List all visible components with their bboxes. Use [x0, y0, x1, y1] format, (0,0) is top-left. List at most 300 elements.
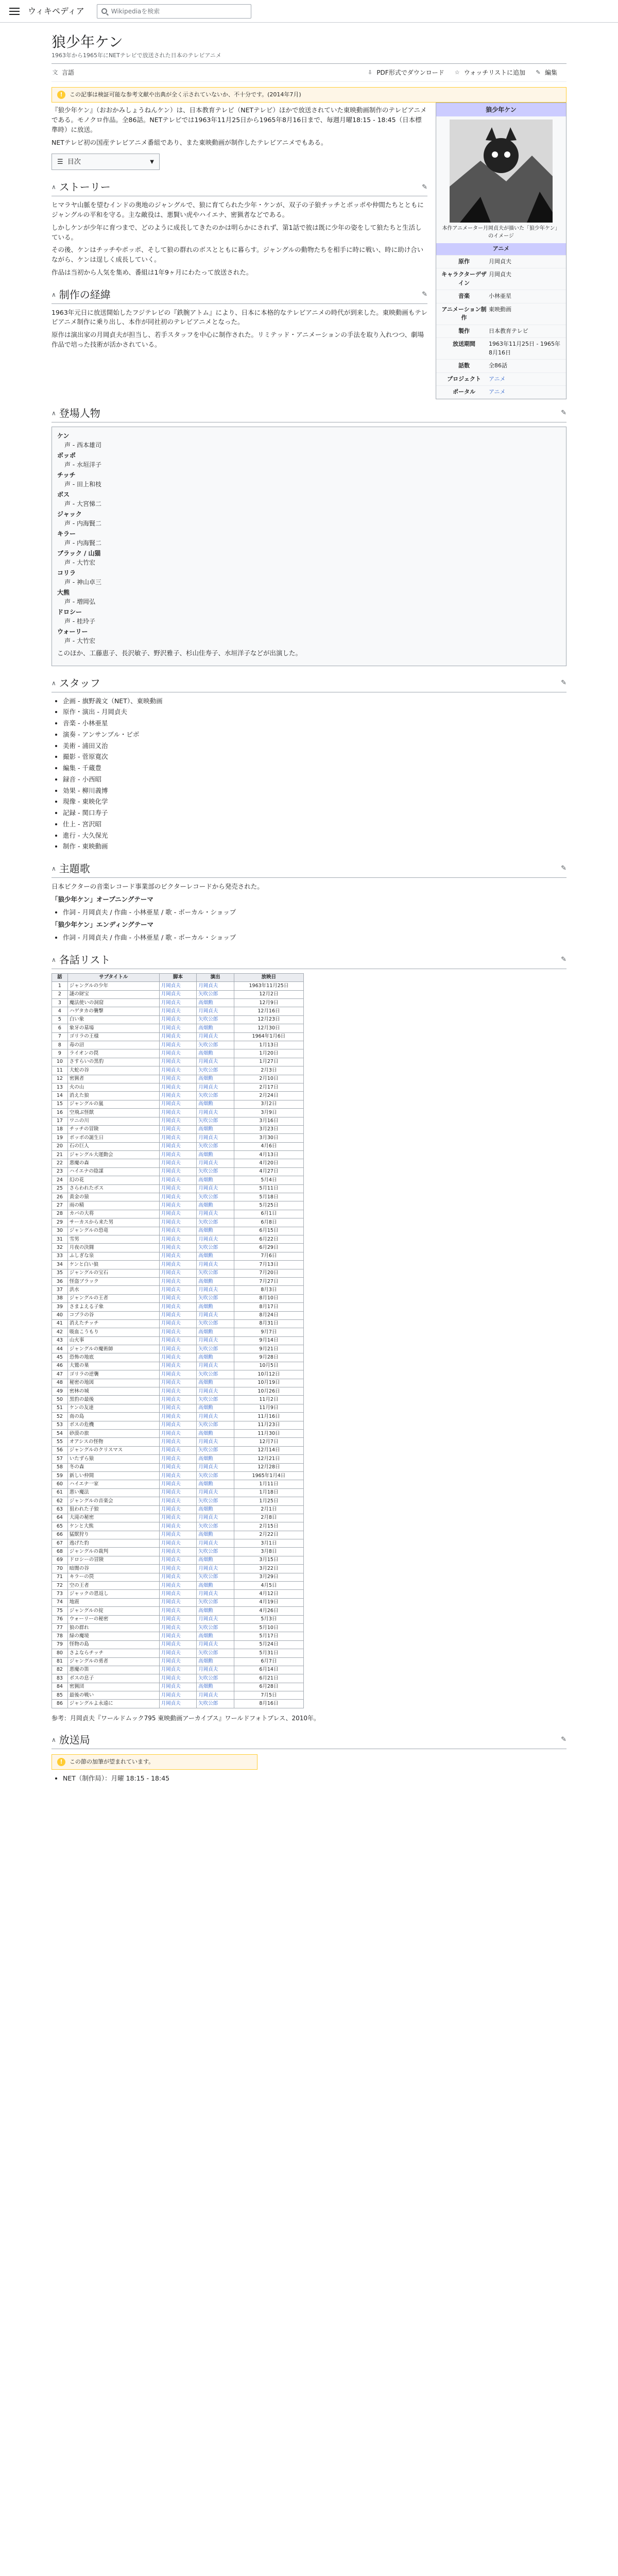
character-name: チッチ [57, 471, 76, 479]
table-cell[interactable]: 月岡貞夫 [159, 1227, 197, 1235]
table-cell[interactable]: 月岡貞夫 [159, 1387, 197, 1396]
table-row [52, 1404, 304, 1412]
table-cell: 68 [52, 1548, 68, 1556]
table-cell[interactable]: 月岡貞夫 [197, 1413, 234, 1421]
table-cell: ジャングルの勇者 [67, 1657, 159, 1666]
table-cell: 71 [52, 1573, 68, 1581]
table-cell[interactable]: 月岡貞夫 [197, 1488, 234, 1497]
table-cell[interactable]: 矢吹公郎 [197, 1370, 234, 1379]
infobox-value: 月岡貞夫 [489, 271, 511, 278]
table-cell[interactable]: 高畑勲 [197, 1556, 234, 1564]
table-row [52, 1167, 304, 1176]
collapse-icon[interactable]: ∧ [52, 956, 56, 963]
table-cell[interactable]: 月岡貞夫 [159, 1218, 197, 1227]
table-row [52, 1244, 304, 1252]
table-cell[interactable]: 月岡貞夫 [197, 1083, 234, 1091]
table-cell: 謎の財宝 [67, 990, 159, 998]
pencil-icon[interactable]: ✎ [422, 290, 427, 298]
table-cell[interactable]: 矢吹公郎 [197, 1623, 234, 1632]
table-cell[interactable]: 月岡貞夫 [159, 1370, 197, 1379]
table-cell: 4月20日 [234, 1159, 303, 1167]
table-cell[interactable]: 矢吹公郎 [197, 1015, 234, 1024]
table-cell[interactable]: 月岡貞夫 [197, 1590, 234, 1598]
table-cell[interactable]: 月岡貞夫 [159, 1480, 197, 1488]
table-cell[interactable]: 高畑勲 [197, 1582, 234, 1590]
episodes-note: 参考：月岡貞夫『ワールドムック795 東映動画アーカイブス』ワールドフォトプレス、2010年。 [52, 1714, 320, 1722]
table-row [52, 1201, 304, 1210]
site-logo[interactable]: ウィキペディア [28, 6, 84, 16]
table-cell[interactable]: 月岡貞夫 [197, 1109, 234, 1117]
table-cell[interactable]: 月岡貞夫 [197, 1058, 234, 1066]
table-cell[interactable]: 月岡貞夫 [197, 1691, 234, 1700]
table-cell: 5月11日 [234, 1184, 303, 1193]
table-row [52, 1066, 304, 1075]
table-cell[interactable]: 矢吹公郎 [197, 1446, 234, 1454]
table-cell: 最後の戦い [67, 1691, 159, 1700]
table-cell: 8月10日 [234, 1294, 303, 1302]
table-cell[interactable]: 月岡貞夫 [197, 1159, 234, 1167]
table-cell: 50 [52, 1396, 68, 1404]
table-cell: 52 [52, 1413, 68, 1421]
table-cell[interactable]: 月岡貞夫 [159, 1083, 197, 1091]
table-cell: 12月28日 [234, 1463, 303, 1471]
table-row [52, 1446, 304, 1454]
table-cell[interactable]: 月岡貞夫 [159, 1319, 197, 1328]
table-cell[interactable]: 月岡貞夫 [159, 1109, 197, 1117]
table-cell[interactable]: 月岡貞夫 [159, 1277, 197, 1285]
table-cell[interactable]: 月岡貞夫 [159, 1623, 197, 1632]
table-cell: 逃げた豹 [67, 1539, 159, 1548]
download-pdf-button[interactable]: ⇩ PDF形式でダウンロード [366, 68, 444, 77]
table-cell: 6月22日 [234, 1235, 303, 1244]
table-cell[interactable]: 月岡貞夫 [159, 1303, 197, 1311]
table-cell[interactable]: 高畑勲 [197, 1379, 234, 1387]
pencil-icon[interactable]: ✎ [561, 409, 566, 417]
infobox-key: 製作 [458, 327, 470, 334]
pencil-icon: ✎ [536, 69, 541, 76]
character-voice: 声 - 神山卓三 [64, 578, 101, 586]
table-cell[interactable]: 月岡貞夫 [159, 1184, 197, 1193]
character-name: キラー [57, 530, 76, 537]
table-cell[interactable]: 月岡貞夫 [159, 1649, 197, 1657]
table-cell[interactable]: 月岡貞夫 [159, 1134, 197, 1142]
table-row [52, 1328, 304, 1336]
table-cell: 20 [52, 1142, 68, 1150]
table-cell[interactable]: 月岡貞夫 [197, 1007, 234, 1015]
table-cell: 78 [52, 1632, 68, 1640]
table-cell[interactable]: 高畑勲 [197, 1353, 234, 1362]
table-cell[interactable]: 月岡貞夫 [159, 1632, 197, 1640]
table-cell: 象牙の墓場 [67, 1024, 159, 1032]
table-cell[interactable]: 月岡貞夫 [159, 1531, 197, 1539]
table-row [52, 1421, 304, 1429]
table-cell: 9 [52, 1049, 68, 1058]
table-cell[interactable]: 月岡貞夫 [159, 1471, 197, 1480]
table-cell[interactable]: 高畑勲 [197, 1632, 234, 1640]
infobox-image[interactable] [450, 120, 553, 223]
table-cell: 57 [52, 1455, 68, 1463]
table-cell[interactable]: 高畑勲 [197, 1531, 234, 1539]
table-header: 演出 [197, 973, 234, 981]
table-cell[interactable]: 月岡貞夫 [159, 1514, 197, 1522]
pencil-icon[interactable]: ✎ [422, 183, 427, 191]
table-cell[interactable]: 月岡貞夫 [197, 1311, 234, 1319]
table-cell[interactable]: 月岡貞夫 [197, 1261, 234, 1269]
table-cell[interactable]: 月岡貞夫 [159, 1151, 197, 1159]
table-cell[interactable]: 月岡貞夫 [159, 1210, 197, 1218]
watchlist-button[interactable]: ☆ ウォッチリストに追加 [454, 68, 525, 77]
table-cell[interactable]: 矢吹公郎 [197, 1244, 234, 1252]
staff-item: • 原作・演出 - 月岡貞夫 [63, 707, 566, 717]
table-cell[interactable]: 月岡貞夫 [159, 982, 197, 990]
table-cell[interactable]: 矢吹公郎 [197, 1117, 234, 1125]
table-cell[interactable]: 月岡貞夫 [159, 1032, 197, 1041]
table-cell[interactable]: 月岡貞夫 [197, 1615, 234, 1623]
infobox-row [436, 290, 566, 303]
table-cell[interactable]: 月岡貞夫 [159, 1396, 197, 1404]
table-cell: 37 [52, 1286, 68, 1294]
table-cell: 7月27日 [234, 1277, 303, 1285]
table-cell: 4月12日 [234, 1590, 303, 1598]
table-cell[interactable]: 矢吹公郎 [197, 1092, 234, 1100]
table-cell[interactable]: 月岡貞夫 [159, 1446, 197, 1454]
table-cell[interactable]: 高畑勲 [197, 1125, 234, 1133]
character-list [52, 427, 566, 666]
table-cell[interactable]: 矢吹公郎 [197, 1319, 234, 1328]
table-cell[interactable]: 月岡貞夫 [159, 1421, 197, 1429]
table-cell[interactable]: 高畑勲 [197, 1328, 234, 1336]
table-cell: 2月22日 [234, 1531, 303, 1539]
table-cell[interactable]: 月岡貞夫 [159, 1404, 197, 1412]
table-cell[interactable]: 高畑勲 [197, 1429, 234, 1437]
table-cell[interactable]: 矢吹公郎 [197, 1167, 234, 1176]
table-cell[interactable]: 月岡貞夫 [197, 1032, 234, 1041]
table-cell[interactable]: 月岡貞夫 [159, 1328, 197, 1336]
table-cell[interactable]: 高畑勲 [197, 1100, 234, 1108]
table-cell: 砂漠の旅 [67, 1429, 159, 1437]
edit-button[interactable]: ✎ 編集 [535, 68, 557, 77]
table-cell[interactable]: 月岡貞夫 [197, 1640, 234, 1649]
table-cell[interactable]: 矢吹公郎 [197, 1345, 234, 1353]
table-cell: 5月17日 [234, 1632, 303, 1640]
table-cell: 12月14日 [234, 1446, 303, 1454]
table-cell[interactable]: 矢吹公郎 [197, 1674, 234, 1683]
table-cell[interactable]: 矢吹公郎 [197, 1269, 234, 1277]
table-cell[interactable]: 矢吹公郎 [197, 990, 234, 998]
table-cell[interactable]: 月岡貞夫 [159, 1066, 197, 1075]
table-cell[interactable]: 月岡貞夫 [159, 1582, 197, 1590]
table-cell: 72 [52, 1582, 68, 1590]
broadcast-item: • NET（制作局）：月曜 18:15 - 18:45 [63, 1774, 566, 1784]
citation-notice: ! この記事は検証可能な参考文献や出典が全く示されていないか、不十分です。(2014年7月) [52, 87, 566, 103]
table-cell[interactable]: 高畑勲 [197, 1201, 234, 1210]
table-cell[interactable]: 矢吹公郎 [197, 1294, 234, 1302]
character-name: ウォーリー [57, 628, 88, 635]
table-cell: 5月4日 [234, 1176, 303, 1184]
table-cell[interactable]: 月岡貞夫 [159, 1463, 197, 1471]
table-row [52, 1319, 304, 1328]
table-row [52, 1261, 304, 1269]
table-of-contents[interactable]: ☰ 目次 ▼ [52, 154, 160, 170]
table-cell[interactable]: 月岡貞夫 [159, 1201, 197, 1210]
table-cell[interactable]: 月岡貞夫 [159, 1007, 197, 1015]
table-cell: 13 [52, 1083, 68, 1091]
table-cell[interactable]: 高畑勲 [197, 1227, 234, 1235]
collapse-icon[interactable]: ∧ [52, 679, 56, 687]
table-cell: チッチの冒険 [67, 1125, 159, 1133]
table-cell: 2月24日 [234, 1092, 303, 1100]
pencil-icon[interactable]: ✎ [561, 679, 566, 687]
table-row [52, 1514, 304, 1522]
table-cell: ウォーリーの秘密 [67, 1615, 159, 1623]
table-cell[interactable]: 月岡貞夫 [159, 1674, 197, 1683]
pencil-icon[interactable]: ✎ [561, 956, 566, 964]
table-cell[interactable]: 高畑勲 [197, 1455, 234, 1463]
table-cell[interactable]: 高畑勲 [197, 1024, 234, 1032]
table-cell: 3月1日 [234, 1539, 303, 1548]
table-cell[interactable]: 月岡貞夫 [159, 1286, 197, 1294]
table-cell[interactable]: 月岡貞夫 [159, 1429, 197, 1437]
table-cell[interactable]: 月岡貞夫 [197, 1565, 234, 1573]
table-cell: 5月25日 [234, 1201, 303, 1210]
table-cell[interactable]: 月岡貞夫 [197, 1666, 234, 1674]
table-cell[interactable]: 月岡貞夫 [197, 1235, 234, 1244]
table-cell[interactable]: 月岡貞夫 [197, 982, 234, 990]
language-button[interactable]: 文 言語 [52, 69, 75, 76]
table-cell[interactable]: 月岡貞夫 [159, 1565, 197, 1573]
table-cell[interactable]: 高畑勲 [197, 1607, 234, 1615]
table-cell[interactable]: 月岡貞夫 [159, 1269, 197, 1277]
table-cell[interactable]: 月岡貞夫 [159, 1244, 197, 1252]
pencil-icon[interactable]: ✎ [561, 865, 566, 873]
table-cell: 2月10日 [234, 1075, 303, 1083]
table-cell[interactable]: 月岡貞夫 [159, 1345, 197, 1353]
table-cell[interactable]: 高畑勲 [197, 1252, 234, 1260]
table-cell[interactable]: 月岡貞夫 [197, 1387, 234, 1396]
table-cell[interactable]: 矢吹公郎 [197, 1573, 234, 1581]
collapse-icon[interactable]: ∧ [52, 183, 56, 191]
table-cell: 2 [52, 990, 68, 998]
table-cell[interactable]: 月岡貞夫 [159, 1092, 197, 1100]
table-cell[interactable]: 月岡貞夫 [159, 999, 197, 1007]
table-header: サブタイトル [67, 973, 159, 981]
table-cell: 4月19日 [234, 1598, 303, 1606]
table-cell: ジャングルの少年 [67, 982, 159, 990]
table-cell[interactable]: 高畑勲 [197, 1657, 234, 1666]
table-row [52, 1075, 304, 1083]
table-cell[interactable]: 月岡貞夫 [159, 1691, 197, 1700]
table-cell[interactable]: 矢吹公郎 [197, 1471, 234, 1480]
table-cell[interactable]: 月岡貞夫 [197, 1286, 234, 1294]
table-cell: 12月30日 [234, 1024, 303, 1032]
table-cell[interactable]: 月岡貞夫 [159, 1024, 197, 1032]
infobox-row [436, 359, 566, 372]
collapse-icon[interactable]: ∧ [52, 409, 56, 417]
table-cell[interactable]: 月岡貞夫 [159, 1522, 197, 1531]
table-cell: ゴリラの王様 [67, 1032, 159, 1041]
table-cell: ジャングルの掟 [67, 1607, 159, 1615]
menu-icon[interactable] [8, 6, 21, 16]
table-row [52, 1024, 304, 1032]
production-paragraph: 1963年元日に放送開始したフジテレビの『鉄腕アトム』により、日本に本格的なテレビアニメの時代が到来した。東映動画もテレビアニメ制作に乗り出し、本作が同社初のテレビアニメとなった。 [52, 308, 427, 326]
table-cell[interactable]: 月岡貞夫 [159, 1413, 197, 1421]
table-cell[interactable]: 高畑勲 [197, 1277, 234, 1285]
table-cell: 77 [52, 1623, 68, 1632]
table-cell: 29 [52, 1218, 68, 1227]
table-cell: 6月8日 [234, 1218, 303, 1227]
table-cell[interactable]: 高畑勲 [197, 1075, 234, 1083]
table-cell[interactable]: 矢吹公郎 [197, 1142, 234, 1150]
table-cell[interactable]: 月岡貞夫 [159, 1100, 197, 1108]
infobox-project-row: プロジェクト アニメ [436, 372, 566, 386]
table-cell[interactable]: 月岡貞夫 [159, 1125, 197, 1133]
table-row [52, 1480, 304, 1488]
table-cell: 70 [52, 1565, 68, 1573]
lead-paragraph-2: NETテレビ初の国産テレビアニメ番組であり、また東映動画が制作したテレビアニメでもある。 [52, 138, 328, 146]
staff-item: • 制作 - 東映動画 [63, 842, 566, 852]
table-cell[interactable]: 月岡貞夫 [159, 1117, 197, 1125]
table-cell[interactable]: 矢吹公郎 [197, 1548, 234, 1556]
table-cell[interactable]: 月岡貞夫 [159, 1379, 197, 1387]
table-cell[interactable]: 月岡貞夫 [197, 1210, 234, 1218]
table-cell: ハゲタカの襲撃 [67, 1007, 159, 1015]
table-cell[interactable]: 高畑勲 [197, 1303, 234, 1311]
staff-item: • 撮影 - 菅原寛次 [63, 752, 566, 762]
table-cell[interactable]: 月岡貞夫 [159, 1362, 197, 1370]
table-row [52, 1286, 304, 1294]
table-cell[interactable]: 月岡貞夫 [159, 1438, 197, 1446]
table-cell[interactable]: 月岡貞夫 [197, 1336, 234, 1345]
table-cell[interactable]: 月岡貞夫 [159, 1539, 197, 1548]
table-row [52, 1683, 304, 1691]
table-cell[interactable]: 月岡貞夫 [159, 1336, 197, 1345]
table-cell[interactable]: 矢吹公郎 [197, 1497, 234, 1505]
character-voice: 声 - 大竹宏 [64, 558, 95, 566]
table-cell[interactable]: 月岡貞夫 [159, 1159, 197, 1167]
table-cell[interactable]: 月岡貞夫 [159, 1058, 197, 1066]
table-cell[interactable]: 月岡貞夫 [159, 1573, 197, 1581]
table-cell[interactable]: 矢吹公郎 [197, 1649, 234, 1657]
table-row [52, 1311, 304, 1319]
table-cell[interactable]: 月岡貞夫 [159, 1142, 197, 1150]
table-cell: 暗闇の谷 [67, 1565, 159, 1573]
staff-item: • 効果 - 柳川義博 [63, 786, 566, 796]
table-cell[interactable]: 月岡貞夫 [159, 1455, 197, 1463]
staff-item: • 企画 - 旗野義文（NET）、東映動画 [63, 697, 566, 706]
table-cell[interactable]: 月岡貞夫 [159, 1683, 197, 1691]
table-cell[interactable]: 高畑勲 [197, 1176, 234, 1184]
table-cell[interactable]: 月岡貞夫 [159, 1598, 197, 1606]
table-cell[interactable]: 月岡貞夫 [197, 1438, 234, 1446]
table-cell[interactable]: 月岡貞夫 [197, 1134, 234, 1142]
table-row [52, 1615, 304, 1623]
table-cell[interactable]: 月岡貞夫 [159, 1615, 197, 1623]
table-cell[interactable]: 高畑勲 [197, 1683, 234, 1691]
table-row [52, 1109, 304, 1117]
table-cell: 3月23日 [234, 1125, 303, 1133]
table-cell: ボスの息子 [67, 1674, 159, 1683]
story-paragraph: ヒマラヤ山脈を望むインドの奥地のジャングルで、狼に育てられた少年・ケンが、双子の子狼チッチとポッポや仲間たちとともにジャングルの平和を守る。主な敵役は、悪賢い虎やハイエナ、密猟者などである。 [52, 201, 424, 219]
table-cell[interactable]: 月岡貞夫 [159, 1193, 197, 1201]
table-cell[interactable]: 月岡貞夫 [159, 1311, 197, 1319]
table-cell[interactable]: 月岡貞夫 [159, 990, 197, 998]
table-cell[interactable]: 矢吹公郎 [197, 1700, 234, 1708]
table-cell[interactable]: 矢吹公郎 [197, 1066, 234, 1075]
table-cell[interactable]: 月岡貞夫 [159, 1235, 197, 1244]
table-cell[interactable]: 矢吹公郎 [197, 1522, 234, 1531]
table-cell[interactable]: 月岡貞夫 [197, 1184, 234, 1193]
table-cell[interactable]: 月岡貞夫 [159, 1015, 197, 1024]
table-cell[interactable]: 月岡貞夫 [159, 1488, 197, 1497]
character-name: ボス [57, 490, 70, 498]
table-cell: 消えたチッチ [67, 1319, 159, 1328]
table-cell[interactable]: 月岡貞夫 [159, 1666, 197, 1674]
table-cell[interactable]: 矢吹公郎 [197, 1218, 234, 1227]
table-cell[interactable]: 月岡貞夫 [159, 1607, 197, 1615]
collapse-icon[interactable]: ∧ [52, 865, 56, 873]
table-cell[interactable]: 月岡貞夫 [159, 1049, 197, 1058]
table-row [52, 1691, 304, 1700]
table-cell[interactable]: 月岡貞夫 [197, 1514, 234, 1522]
table-cell[interactable]: 高畑勲 [197, 1505, 234, 1514]
table-cell[interactable]: 月岡貞夫 [197, 1539, 234, 1548]
table-cell: 3 [52, 999, 68, 1007]
table-cell[interactable]: 矢吹公郎 [197, 1041, 234, 1049]
table-cell[interactable]: 月岡貞夫 [159, 1075, 197, 1083]
table-cell[interactable]: 高畑勲 [197, 1480, 234, 1488]
table-cell: 地震 [67, 1598, 159, 1606]
table-cell: 46 [52, 1362, 68, 1370]
table-cell[interactable]: 月岡貞夫 [159, 1640, 197, 1649]
table-cell[interactable]: 月岡貞夫 [159, 1041, 197, 1049]
table-cell: 12月7日 [234, 1438, 303, 1446]
table-cell[interactable]: 高畑勲 [197, 1151, 234, 1159]
table-cell[interactable]: 月岡貞夫 [159, 1294, 197, 1302]
page-title: 狼少年ケン [52, 33, 123, 50]
table-cell[interactable]: 矢吹公郎 [197, 1396, 234, 1404]
table-cell[interactable]: 月岡貞夫 [159, 1252, 197, 1260]
table-cell[interactable]: 矢吹公郎 [197, 1193, 234, 1201]
table-cell[interactable]: 月岡貞夫 [159, 1556, 197, 1564]
table-cell[interactable]: 月岡貞夫 [197, 1362, 234, 1370]
table-cell[interactable]: 月岡貞夫 [159, 1548, 197, 1556]
table-cell[interactable]: 月岡貞夫 [159, 1497, 197, 1505]
section-broadcast: ∧ 放送局 ✎ [52, 1732, 566, 1749]
search-input[interactable]: Wikipediaを検索 [97, 4, 251, 19]
collapse-icon[interactable]: ∧ [52, 291, 56, 298]
collapse-icon[interactable]: ∧ [52, 1736, 56, 1743]
table-cell[interactable]: 月岡貞夫 [159, 1176, 197, 1184]
table-cell[interactable]: 高畑勲 [197, 1049, 234, 1058]
table-cell: 4月6日 [234, 1142, 303, 1150]
table-cell[interactable]: 高畑勲 [197, 1404, 234, 1412]
table-cell[interactable]: 矢吹公郎 [197, 1598, 234, 1606]
table-cell[interactable]: 月岡貞夫 [197, 1463, 234, 1471]
table-cell[interactable]: 月岡貞夫 [159, 1657, 197, 1666]
table-cell[interactable]: 月岡貞夫 [159, 1167, 197, 1176]
table-cell: 22 [52, 1159, 68, 1167]
table-cell[interactable]: 月岡貞夫 [159, 1700, 197, 1708]
pencil-icon[interactable]: ✎ [561, 1736, 566, 1744]
table-cell[interactable]: 高畑勲 [197, 999, 234, 1007]
table-cell[interactable]: 月岡貞夫 [159, 1261, 197, 1269]
table-cell: 3月22日 [234, 1565, 303, 1573]
table-cell[interactable]: 矢吹公郎 [197, 1421, 234, 1429]
table-cell[interactable]: 月岡貞夫 [159, 1353, 197, 1362]
table-cell[interactable]: 月岡貞夫 [159, 1590, 197, 1598]
table-cell: 4月27日 [234, 1167, 303, 1176]
table-cell[interactable]: 月岡貞夫 [159, 1505, 197, 1514]
